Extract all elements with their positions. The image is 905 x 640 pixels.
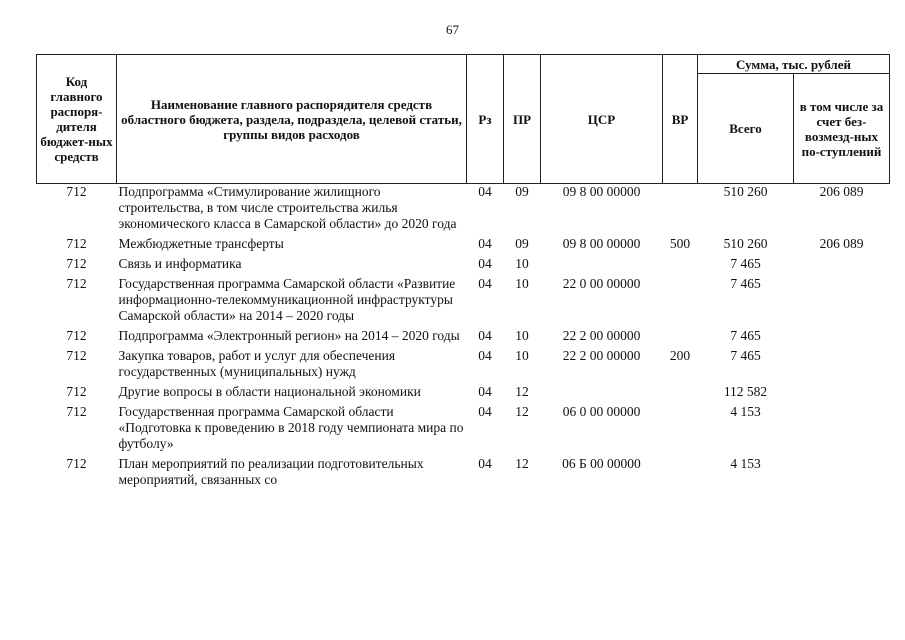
table-row: [37, 348, 890, 384]
code-cell: 712: [66, 256, 87, 271]
header-name: Наименование главного распорядителя средств областного бюджета, раздела, подраздела, целевой статьи, группы видов расходов: [117, 55, 467, 184]
csr-cell: [541, 384, 663, 404]
total-cell: 112 582: [723, 384, 768, 399]
total-cell: 510 260: [723, 236, 768, 251]
code-cell: 712: [66, 456, 87, 471]
header-total: Всего: [698, 74, 794, 184]
code-cell: 712: [66, 384, 87, 399]
header-rz: Рз: [467, 55, 504, 184]
csr-cell: [541, 256, 663, 276]
total-cell: 4 153: [730, 404, 761, 419]
rz-cell: 04: [478, 256, 492, 271]
name-cell: Подпрограмма «Стимулирование жилищного строительства, в том числе строительства жилья экономического класса в Самарской области» до 2020 года: [118, 184, 457, 231]
free-cell: [794, 404, 890, 456]
name-cell: Связь и информатика: [118, 256, 242, 271]
table-row: [37, 328, 890, 348]
pr-cell: 10: [515, 256, 529, 271]
csr-cell: 06 Б 00 00000: [562, 456, 641, 471]
pr-cell: 12: [515, 404, 529, 419]
table-row: [37, 184, 890, 237]
rz-cell: 04: [478, 276, 492, 291]
csr-cell: 06 0 00 00000: [562, 404, 641, 419]
free-cell: [794, 328, 890, 348]
csr-cell: 22 0 00 00000: [562, 276, 641, 291]
table-row: [37, 404, 890, 456]
vr-cell: [663, 456, 698, 492]
rz-cell: 04: [478, 348, 492, 363]
pr-cell: 12: [515, 456, 529, 471]
free-cell: 206 089: [819, 236, 864, 251]
pr-cell: 09: [515, 236, 529, 251]
code-cell: 712: [66, 276, 87, 291]
pr-cell: 10: [515, 328, 529, 343]
name-cell: План мероприятий по реализации подготовительных мероприятий, связанных со: [118, 456, 424, 487]
total-cell: 510 260: [723, 184, 768, 199]
header-csr: ЦСР: [541, 55, 663, 184]
total-cell: 7 465: [730, 256, 761, 271]
code-cell: 712: [66, 184, 87, 199]
pr-cell: 09: [515, 184, 529, 199]
free-cell: 206 089: [819, 184, 864, 199]
code-cell: 712: [66, 404, 87, 419]
name-cell: Государственная программа Самарской области «Развитие информационно-телекоммуникационной инфраструктуры Самарской области» на 2014 – 2020 годы: [118, 276, 456, 323]
total-cell: 7 465: [730, 328, 761, 343]
rz-cell: 04: [478, 328, 492, 343]
name-cell: Межбюджетные трансферты: [118, 236, 284, 251]
name-cell: Другие вопросы в области национальной экономики: [118, 384, 421, 399]
rz-cell: 04: [478, 184, 492, 199]
code-cell: 712: [66, 348, 87, 363]
header-vr: ВР: [663, 55, 698, 184]
free-cell: [794, 348, 890, 384]
free-cell: [794, 384, 890, 404]
code-cell: 712: [66, 328, 87, 343]
free-cell: [794, 276, 890, 328]
vr-cell: [663, 256, 698, 276]
header-free: в том числе за счет без-возмезд-ных по-ступлений: [794, 74, 890, 184]
csr-cell: 09 8 00 00000: [562, 236, 641, 251]
table-row: [37, 256, 890, 276]
table-body: [37, 184, 890, 493]
page-number: 67: [446, 22, 459, 37]
header-pr: ПР: [504, 55, 541, 184]
free-cell: [794, 256, 890, 276]
name-cell: Подпрограмма «Электронный регион» на 2014 – 2020 годы: [118, 328, 460, 343]
table-row: [37, 456, 890, 492]
vr-cell: [663, 384, 698, 404]
free-cell: [794, 456, 890, 492]
rz-cell: 04: [478, 404, 492, 419]
name-cell: Закупка товаров, работ и услуг для обеспечения государственных (муниципальных) нужд: [118, 348, 396, 379]
vr-cell: 200: [669, 348, 691, 363]
vr-cell: 500: [669, 236, 691, 251]
vr-cell: [663, 404, 698, 456]
rz-cell: 04: [478, 384, 492, 399]
table-row: [37, 236, 890, 256]
pr-cell: 10: [515, 348, 529, 363]
csr-cell: 09 8 00 00000: [562, 184, 641, 199]
budget-table: [36, 54, 890, 492]
total-cell: 7 465: [730, 276, 761, 291]
csr-cell: 22 2 00 00000: [562, 328, 641, 343]
table-header: [37, 55, 890, 184]
table-row: [37, 384, 890, 404]
total-cell: 4 153: [730, 456, 761, 471]
pr-cell: 10: [515, 276, 529, 291]
pr-cell: 12: [515, 384, 529, 399]
name-cell: Государственная программа Самарской области «Подготовка к проведению в 2018 году чемпионата мира по футболу»: [118, 404, 464, 451]
rz-cell: 04: [478, 456, 492, 471]
rz-cell: 04: [478, 236, 492, 251]
total-cell: 7 465: [730, 348, 761, 363]
vr-cell: [663, 276, 698, 328]
vr-cell: [663, 184, 698, 237]
table-row: [37, 276, 890, 328]
header-sum-group: Сумма, тыс. рублей: [698, 55, 890, 74]
csr-cell: 22 2 00 00000: [562, 348, 641, 363]
vr-cell: [663, 328, 698, 348]
header-code: Код главного распоря-дителя бюджет-ных средств: [37, 55, 117, 184]
code-cell: 712: [66, 236, 87, 251]
